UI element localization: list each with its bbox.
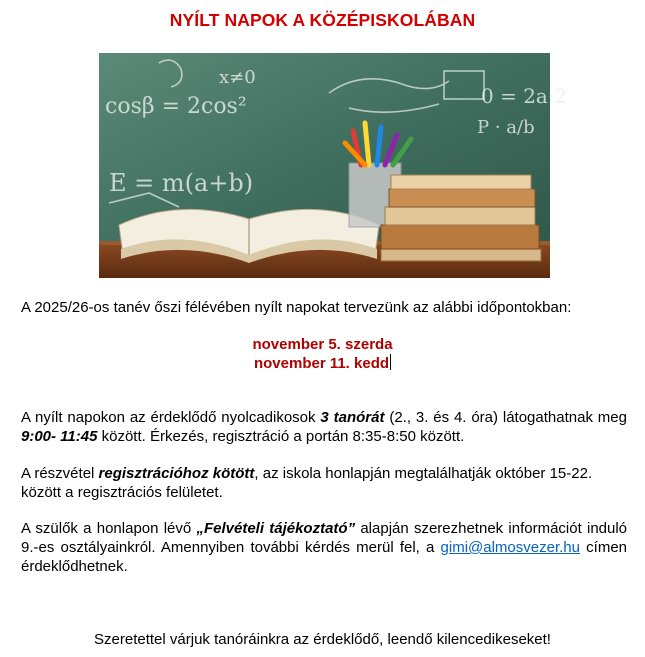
date-2: november 11. kedd	[253, 355, 390, 372]
text-cursor	[390, 354, 391, 370]
chalk-formula-5: P · a/b	[477, 117, 535, 138]
p2-registration-required: regisztrációhoz kötött	[98, 465, 255, 482]
chalk-formula-3: E = m(a+b)	[109, 169, 254, 197]
p1-text-e: között. Érkezés, regisztráció a portán 8:35-8:50 között.	[97, 428, 465, 445]
p1-lessons-count: 3 tanórát	[320, 409, 385, 426]
paragraph-registration	[21, 464, 627, 502]
chalk-formula-2: x≠0	[219, 67, 256, 88]
p3-text-a: A szülők a honlapon lévő	[21, 520, 197, 537]
intro-paragraph: A 2025/26-os tanév őszi félévében nyílt napokat tervezünk az alábbi időpontokban:	[21, 299, 572, 316]
p1-text-c: (2., 3. és 4. óra) látogathatnak meg	[384, 409, 627, 426]
p2-text-a: A részvétel	[21, 465, 99, 482]
classroom-books-image	[99, 53, 567, 278]
p3-text-c: alapján szerezhetnek információt induló 9.-es osztályainkról. Amennyiben további kérdés merül fel, a	[21, 520, 628, 556]
p1-time-range: 9:00- 11:45	[21, 428, 98, 445]
p2-text-c: , az iskola honlapján megtalálhatják október 15-22. között a regisztrációs felületet.	[21, 465, 593, 501]
p1-text-a: A nyílt napokon az érdeklődő nyolcadikosok	[21, 409, 321, 426]
email-link[interactable]: gimi@almosvezer.hu	[440, 539, 580, 556]
chalk-formula-4: 0 = 2a·2	[481, 84, 567, 108]
paragraph-visit-info	[21, 408, 627, 446]
dates-block	[0, 336, 645, 373]
p3-admission-guide: „Felvételi tájékoztató”	[196, 520, 356, 537]
document-title: NYÍLT NAPOK A KÖZÉPISKOLÁBAN	[169, 10, 476, 30]
paragraph-parents-info	[21, 519, 627, 576]
date-2-line	[0, 354, 645, 373]
chalk-formula-1: cosβ = 2cos²	[105, 94, 247, 119]
p3-text-d: címen érdeklődhetnek.	[21, 539, 627, 575]
date-1: november 5. szerda	[252, 336, 393, 353]
closing-line: Szeretettel várjuk tanóráinkra az érdeklődő, leendő kilencedikeseket!	[94, 631, 551, 648]
